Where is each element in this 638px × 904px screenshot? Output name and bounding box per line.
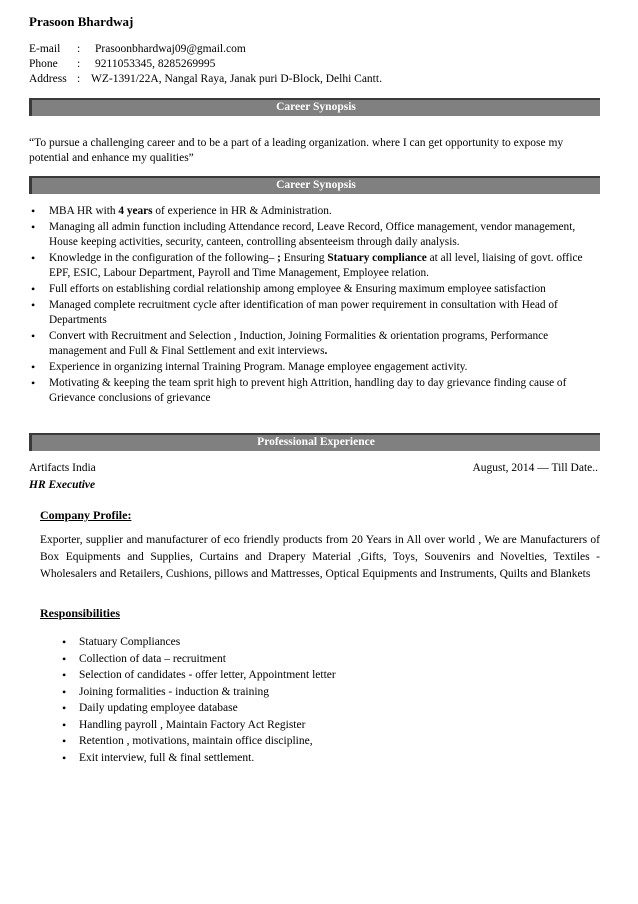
contact-separator: : — [77, 73, 81, 85]
list-item — [29, 376, 600, 407]
list-item — [29, 251, 600, 282]
item-text: MBA HR with — [49, 205, 119, 217]
contact-email: Prasoonbhardwaj09@gmail.com — [95, 43, 246, 55]
section-title: Career Synopsis — [276, 179, 356, 191]
job-title: HR Executive — [29, 479, 96, 491]
contact-email-row — [29, 42, 382, 57]
company-profile-text: Exporter, supplier and manufacturer of eco friendly products from 20 Years in All over world , We are Manufacturers of Box Equipments and Supplies, Curtains and Drapery Material ,Gifts, Toys, Souvenirs and Novelties, Textiles - Wholesalers and Retailers, Cushions, pillows and Mattresses, Optical Equipments and Instruments, Quilts and Blankets — [40, 534, 600, 580]
item-text: Managed complete recruitment cycle after identification of man power requirement in consultation with Head of Departments — [49, 298, 558, 327]
contact-separator: : — [77, 58, 81, 70]
item-text: of experience in HR & Administration. — [152, 205, 332, 217]
item-text: Knowledge in the configuration of the following– — [49, 251, 278, 264]
list-item — [29, 220, 600, 251]
section-title: Professional Experience — [257, 436, 375, 448]
item-bold-text: 4 years — [118, 205, 153, 217]
responsibilities-heading: Responsibilities — [40, 606, 121, 620]
list-item: • Joining formalities - induction & training — [62, 684, 336, 701]
contact-address: WZ-1391/22A, Nangal Raya, Janak puri D-Block, Delhi Cantt. — [91, 73, 382, 85]
list-item: • Selection of candidates - offer letter, Appointment letter — [62, 667, 336, 684]
contact-phone-row — [29, 57, 382, 72]
career-objective: “To pursue a challenging career and to be a part of a leading organization. where I can get opportunity to expose my potential and enhance my qualities” — [29, 137, 564, 164]
section-bar-career-synopsis — [29, 98, 600, 116]
list-item: • Daily updating employee database — [62, 700, 336, 717]
item-text: Managing all admin function including Attendance record, Leave Record, Office management, vendor management, House keeping activities, security, canteen, controlling absenteeism through daily analysis. — [49, 220, 576, 249]
list-item: • Statuary Compliances — [62, 634, 336, 651]
contact-block — [29, 42, 382, 87]
list-item — [29, 298, 600, 329]
synopsis-list — [29, 204, 600, 407]
item-bold-text: . — [324, 345, 328, 358]
company-profile-heading: Company Profile: — [40, 508, 132, 522]
item-bold-text: ; — [277, 251, 284, 264]
item-text: at all level, liaising of govt. office EPF, ESIC, Labour Department, Payroll and Time Management, Employee relation. — [49, 251, 583, 280]
item-bold-text: Statuary compliance — [327, 251, 427, 264]
list-item: • Collection of data – recruitment — [62, 651, 336, 668]
candidate-name: Prasoon Bhardwaj — [29, 14, 134, 29]
list-item — [29, 282, 600, 298]
list-item — [29, 329, 600, 360]
contact-label: Address — [29, 73, 67, 85]
section-bar-professional-experience — [29, 433, 600, 451]
item-text: Ensuring — [283, 251, 328, 264]
section-bar-career-synopsis-2 — [29, 176, 600, 194]
list-item — [29, 360, 600, 376]
item-text: Experience in organizing internal Training Program. Manage employee engagement activity. — [49, 360, 468, 373]
list-item: • Exit interview, full & final settlement. — [62, 750, 336, 767]
company-name: Artifacts India — [29, 462, 96, 474]
list-item: • Retention , motivations, maintain office discipline, — [62, 733, 336, 750]
contact-separator: : — [77, 43, 81, 55]
list-item: • Handling payroll , Maintain Factory Act Register — [62, 717, 336, 734]
contact-label: E-mail — [29, 43, 61, 55]
item-text: Convert with Recruitment and Selection , Induction, Joining Formalities & orientation programs, Performance management and Full & Final Settlement and exit interviews — [49, 329, 549, 358]
section-title: Career Synopsis — [276, 101, 356, 113]
contact-address-row — [29, 72, 382, 87]
employment-dates: August, 2014 — Till Date.. — [472, 462, 598, 474]
item-text: Motivating & keeping the team sprit high to prevent high Attrition, handling day to day grievance finding cause of Grievance conclusions of grievance — [49, 376, 567, 405]
contact-phone: 9211053345, 8285269995 — [95, 58, 216, 70]
list-item — [29, 204, 600, 220]
responsibilities-list — [62, 634, 336, 766]
contact-label: Phone — [29, 58, 58, 70]
item-text: Full efforts on establishing cordial relationship among employee & Ensuring maximum employee satisfaction — [49, 282, 546, 295]
